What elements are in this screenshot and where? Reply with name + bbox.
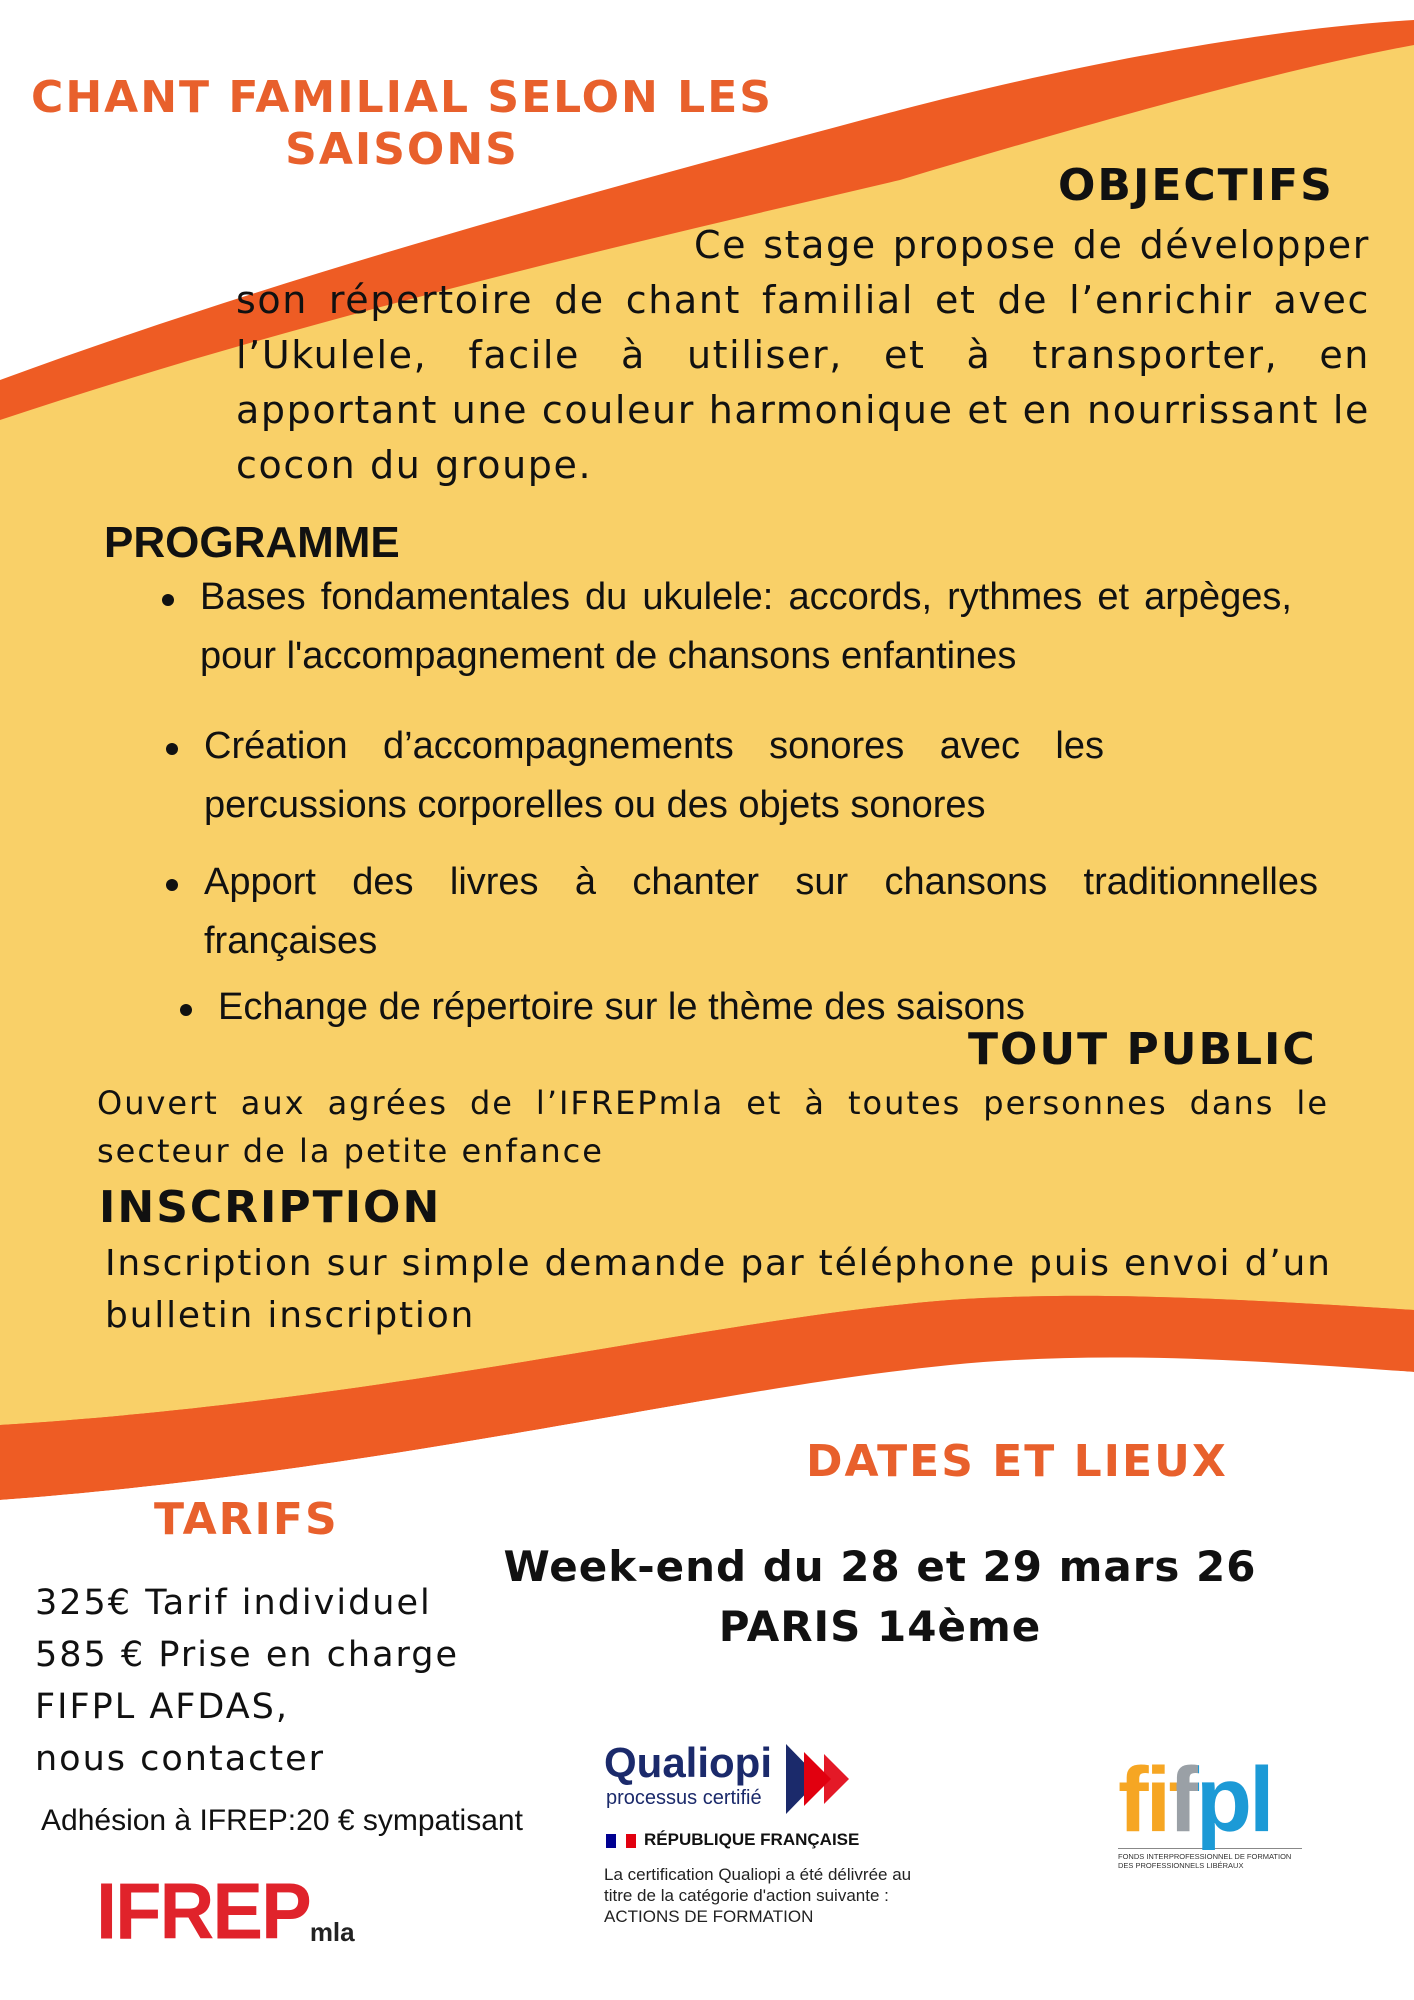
programme-item-3: Apport des livres à chanter sur chansons traditionnelles françaises — [204, 853, 1318, 971]
title-line-1: CHANT FAMILIAL SELON LES — [31, 72, 773, 123]
fifpl-tagline-line: DES PROFESSIONNELS LIBÉRAUX — [1118, 1861, 1244, 1870]
qualiopi-logo — [604, 1740, 964, 1927]
dates-line-1: Week-end du 28 et 29 mars 26 — [503, 1542, 1257, 1591]
ifrep-logo — [96, 1866, 355, 1957]
tarifs-lines — [35, 1577, 459, 1785]
qualiopi-note-line: ACTIONS DE FORMATION — [604, 1907, 814, 1926]
page-title — [12, 72, 792, 176]
qualiopi-note — [604, 1864, 964, 1927]
dates-heading: DATES ET LIEUX — [806, 1436, 1228, 1487]
tarifs-heading: TARIFS — [154, 1494, 339, 1545]
tarif-line: 585 € Prise en charge — [35, 1635, 460, 1675]
tarif-line: FIFPL AFDAS, — [35, 1687, 290, 1727]
fifpl-tagline-line: FONDS INTERPROFESSIONNEL DE FORMATION — [1118, 1852, 1292, 1861]
public-text: Ouvert aux agrées de l’IFREPmla et à toutes personnes dans le secteur de la petite enfance — [97, 1084, 1329, 1170]
programme-heading: PROGRAMME — [104, 518, 400, 567]
inscription-text: Inscription sur simple demande par téléphone puis envoi d’un bulletin inscription — [105, 1243, 1332, 1336]
tarif-line: 325€ Tarif individuel — [35, 1583, 432, 1623]
french-flag-icon — [606, 1834, 636, 1848]
qualiopi-sub: processus certifié — [606, 1787, 762, 1809]
qualiopi-name: Qualiopi — [604, 1739, 772, 1786]
fifpl-wordmark — [1118, 1749, 1318, 1851]
qualiopi-arrows-icon — [786, 1744, 856, 1814]
public-heading: TOUT PUBLIC — [968, 1024, 1317, 1075]
objectifs-heading: OBJECTIFS — [1058, 160, 1334, 211]
adhesion-text: Adhésion à IFREP:20 € sympatisant — [41, 1804, 523, 1837]
qualiopi-note-line: titre de la catégorie d'action suivante : — [604, 1886, 889, 1905]
dates-line-2: PARIS 14ème — [718, 1602, 1042, 1651]
programme-item-1: Bases fondamentales du ukulele: accords, rythmes et arpèges, pour l'accompagnement de chansons enfantines — [200, 568, 1292, 686]
tarif-line: nous contacter — [35, 1739, 326, 1779]
qualiopi-note-line: La certification Qualiopi a été délivrée au — [604, 1865, 912, 1884]
fifpl-tagline — [1118, 1848, 1302, 1870]
fifpl-logo — [1118, 1749, 1318, 1870]
republique-label: RÉPUBLIQUE FRANÇAISE — [644, 1830, 860, 1849]
programme-item-2: Création d’accompagnements sonores avec les percussions corporelles ou des objets sonores — [204, 717, 1104, 835]
inscription-heading: INSCRIPTION — [99, 1182, 442, 1233]
fifpl-wordmark-text: fifpl — [1118, 1749, 1272, 1851]
programme-item-4: Echange de répertoire sur le thème des saisons — [218, 978, 1218, 1037]
objectifs-text: Ce stage propose de développer son répertoire de chant familial et de l’enrichir avec l’Ukulele, facile à utiliser, et à transporter, en apportant une couleur harmonique et en nourrissant le cocon du groupe. — [236, 223, 1370, 487]
title-line-2: SAISONS — [285, 124, 519, 175]
ifrep-logo-suffix: mla — [309, 1917, 355, 1947]
ifrep-logo-main: IFREP — [96, 1866, 310, 1957]
